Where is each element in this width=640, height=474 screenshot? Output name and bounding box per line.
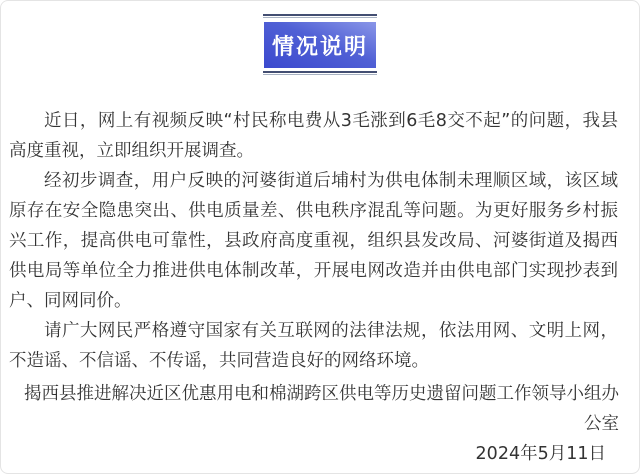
header-top-rule [263, 14, 377, 18]
notice-date: 2024年5月11日 [475, 444, 606, 464]
notice-header [1, 1, 639, 75]
header-bottom-rule-dark-line [263, 71, 377, 73]
signature-office-name: 揭西县推进解决近区优惠用电和棉湖跨区供电等历史遗留问题工作领导小组办公室 [24, 384, 619, 434]
header-top-rule-dark-line [263, 14, 377, 16]
notice-body [1, 106, 639, 376]
header-top-rule-light-line [263, 17, 377, 18]
paragraph-investigation-start: 近日，网上有视频反映“村民称电费从3毛涨到6毛8交不起”的问题，我县高度重视，立即组织开展调查。 [9, 111, 618, 161]
title-badge: 情况说明 [264, 22, 376, 68]
paragraph-netizen-appeal: 请广大网民严格遵守国家有关互联网的法律法规，依法用网、文明上网，不造谣、不信谣、不传谣，共同营造良好的网络环境。 [9, 321, 618, 371]
header-bottom-rule [263, 71, 377, 75]
paragraph-preliminary-findings: 经初步调查，用户反映的河婆街道后埔村为供电体制未理顺区域，该区域原存在安全隐患突出、供电质量差、供电秩序混乱等问题。为更好服务乡村振兴工作，提高供电可靠性，县政府高度重视，组织县发改局、河婆街道及揭西供电局等单位全力推进供电体制改革，开展电网改造并由供电部门实现抄表到户、同网同价。 [9, 171, 618, 311]
header-bottom-rule-light-line [263, 74, 377, 75]
notice-footer [1, 379, 639, 469]
